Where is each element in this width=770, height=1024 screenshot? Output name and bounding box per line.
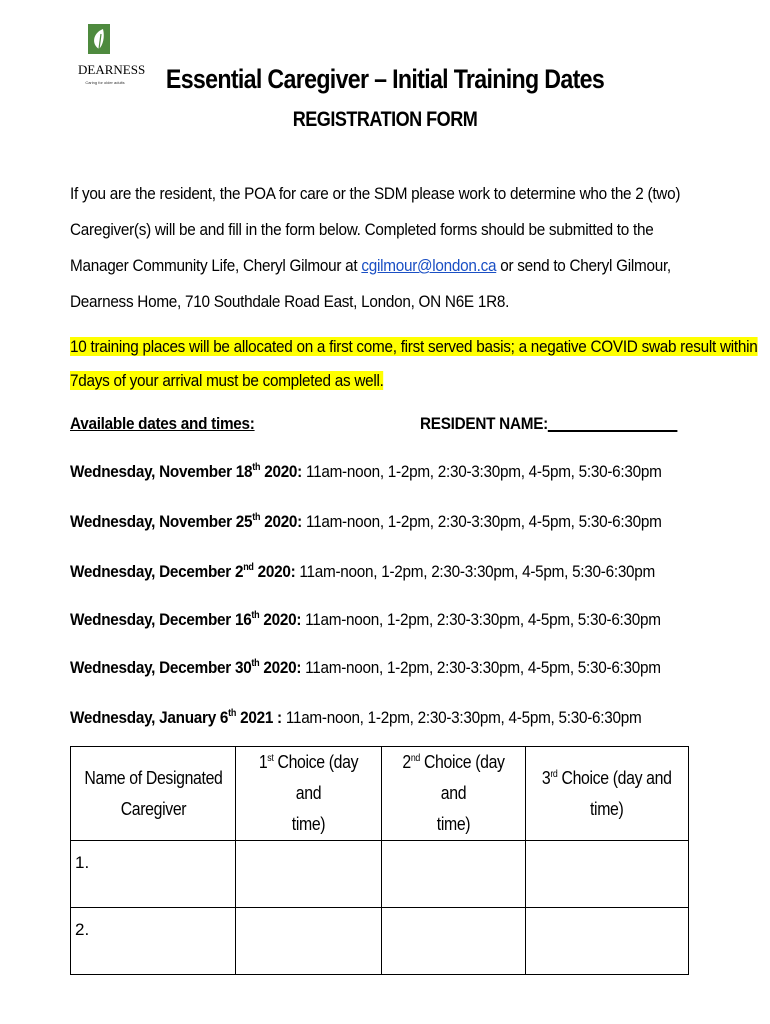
first-choice-cell[interactable] — [236, 841, 382, 908]
second-choice-cell[interactable] — [382, 908, 526, 975]
resident-name-field[interactable] — [420, 414, 678, 434]
date-item: Wednesday, December 16th 2020: 11am-noon, 1-2pm, 2:30-3:30pm, 4-5pm, 5:30-6:30pm — [70, 610, 661, 629]
page-subtitle: REGISTRATION FORM — [292, 108, 478, 131]
resident-name-blank[interactable] — [548, 414, 678, 432]
email-link[interactable]: cgilmour@london.ca — [361, 256, 497, 275]
intro-text-end: or send to Cheryl Gilmour, Dearness Home, 710 Southdale Road East, London, ON N6E 1R8. — [70, 256, 671, 311]
logo-tagline: Caring for older adults — [85, 80, 125, 85]
intro-text: If you are the resident, the POA for care or the SDM please work to determine who the 2 (two) Caregiver(s) will be and fill in the form below. Completed forms should be submitted to the Manager Community Life, Cheryl Gilmour at — [70, 184, 681, 275]
date-item: Wednesday, November 18th 2020: 11am-noon, 1-2pm, 2:30-3:30pm, 4-5pm, 5:30-6:30pm — [70, 462, 662, 481]
available-dates-label: Available dates and times: — [70, 414, 255, 433]
second-choice-cell[interactable] — [382, 841, 526, 908]
third-choice-cell[interactable] — [526, 841, 689, 908]
table-row — [71, 841, 689, 908]
caregiver-name-cell[interactable]: 1. — [71, 841, 236, 908]
header-third-choice: 3rd Choice (day and time) — [526, 747, 689, 841]
date-item: Wednesday, December 30th 2020: 11am-noon, 1-2pm, 2:30-3:30pm, 4-5pm, 5:30-6:30pm — [70, 658, 661, 677]
page-title: Essential Caregiver – Initial Training Dates — [165, 64, 605, 94]
notice-paragraph — [70, 330, 759, 398]
logo-brand: DEARNESS — [78, 62, 146, 77]
table-header-row — [71, 747, 689, 841]
table-row — [71, 908, 689, 975]
intro-paragraph — [70, 176, 709, 320]
date-item: Wednesday, November 25th 2020: 11am-noon, 1-2pm, 2:30-3:30pm, 4-5pm, 5:30-6:30pm — [70, 512, 662, 531]
third-choice-cell[interactable] — [526, 908, 689, 975]
date-item: Wednesday, December 2nd 2020: 11am-noon, 1-2pm, 2:30-3:30pm, 4-5pm, 5:30-6:30pm — [70, 562, 656, 581]
header-second-choice: 2nd Choice (day and time) — [382, 747, 526, 841]
first-choice-cell[interactable] — [236, 908, 382, 975]
notice-text: 10 training places will be allocated on a first come, first served basis; a negative COVID swab result within 7days of your arrival must be completed as well. — [70, 337, 758, 390]
caregiver-name-cell[interactable]: 2. — [71, 908, 236, 975]
registration-table — [70, 746, 689, 975]
header-caregiver-name: Name of Designated Caregiver — [71, 747, 236, 841]
leaf-icon — [88, 24, 110, 54]
resident-name-label: RESIDENT NAME: — [420, 414, 548, 433]
header-first-choice: 1st Choice (day and time) — [236, 747, 382, 841]
date-item: Wednesday, January 6th 2021 : 11am-noon, 1-2pm, 2:30-3:30pm, 4-5pm, 5:30-6:30pm — [70, 708, 642, 727]
